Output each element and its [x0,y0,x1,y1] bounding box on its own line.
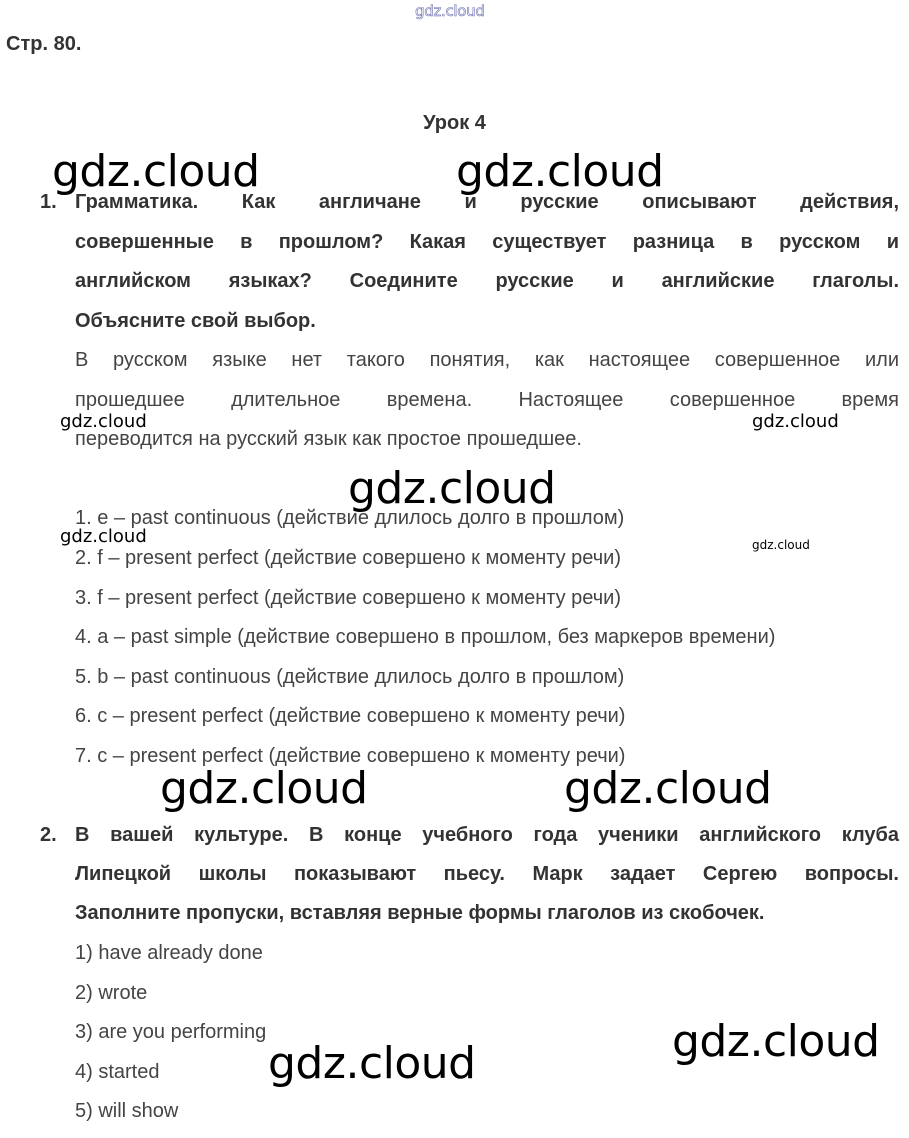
task-2-question-line-3: Заполните пропуски, вставляя верные формы глаголов из скобочек. [75,902,765,924]
watermark-11: gdz.cloud [268,1038,476,1089]
task-2-question-line-2: Липецкой школы показывают пьесу. Марк задает Сергею вопросы. [75,863,899,885]
watermark-4: gdz.cloud [752,411,839,432]
watermark-3: gdz.cloud [60,411,147,432]
task-1-explanation-line-3: переводится на русский язык как простое прошедшее. [75,428,582,450]
task-2-answer-5: 5) will show [75,1100,179,1122]
task-1-answer-4: 4. a – past simple (действие совершено в прошлом, без маркеров времени) [75,626,776,648]
task-2-answer-3: 3) are you performing [75,1021,267,1043]
lesson-title: Урок 4 [423,112,486,134]
watermark-1: gdz.cloud [52,146,260,197]
task-1-answer-3: 3. f – present perfect (действие совершено к моменту речи) [75,587,622,609]
watermark-9: gdz.cloud [564,763,772,814]
task-2-question-line-1: В вашей культуре. В конце учебного года ученики английского клуба [75,824,899,846]
watermark-2: gdz.cloud [456,146,664,197]
task-1-answer-7: 7. c – present perfect (действие совершено к моменту речи) [75,745,626,767]
task-1-explanation-line-1: В русском языке нет такого понятия, как настоящее совершенное или [75,349,899,371]
watermark-10: gdz.cloud [672,1016,880,1067]
watermark-top: gdz.cloud [415,2,485,20]
task-1-question-line-3: английском языках? Соедините русские и английские глаголы. [75,270,899,292]
watermark-7: gdz.cloud [752,538,810,552]
task-2-answer-2: 2) wrote [75,982,148,1004]
task-1-question-line-2: совершенные в прошлом? Какая существует разница в русском и [75,231,899,253]
watermark-8: gdz.cloud [160,763,368,814]
page-number: Стр. 80. [6,33,82,55]
task-1-question-line-1: Грамматика. Как англичане и русские описывают действия, [75,191,899,213]
task-2-number: 2. [40,824,57,846]
watermark-6: gdz.cloud [60,526,147,547]
task-1-question-line-4: Объясните свой выбор. [75,310,316,332]
task-1-answer-6: 6. c – present perfect (действие совершено к моменту речи) [75,705,626,727]
task-1-explanation-line-2: прошедшее длительное времена. Настоящее совершенное время [75,389,899,411]
task-1-number: 1. [40,191,57,213]
task-2-answer-1: 1) have already done [75,942,263,964]
watermark-5: gdz.cloud [348,463,556,514]
task-1-answer-1: 1. e – past continuous (действие длилось долго в прошлом) [75,507,625,529]
task-2-answer-4: 4) started [75,1061,160,1083]
task-1-answer-2: 2. f – present perfect (действие совершено к моменту речи) [75,547,622,569]
task-1-answer-5: 5. b – past continuous (действие длилось долго в прошлом) [75,666,625,688]
